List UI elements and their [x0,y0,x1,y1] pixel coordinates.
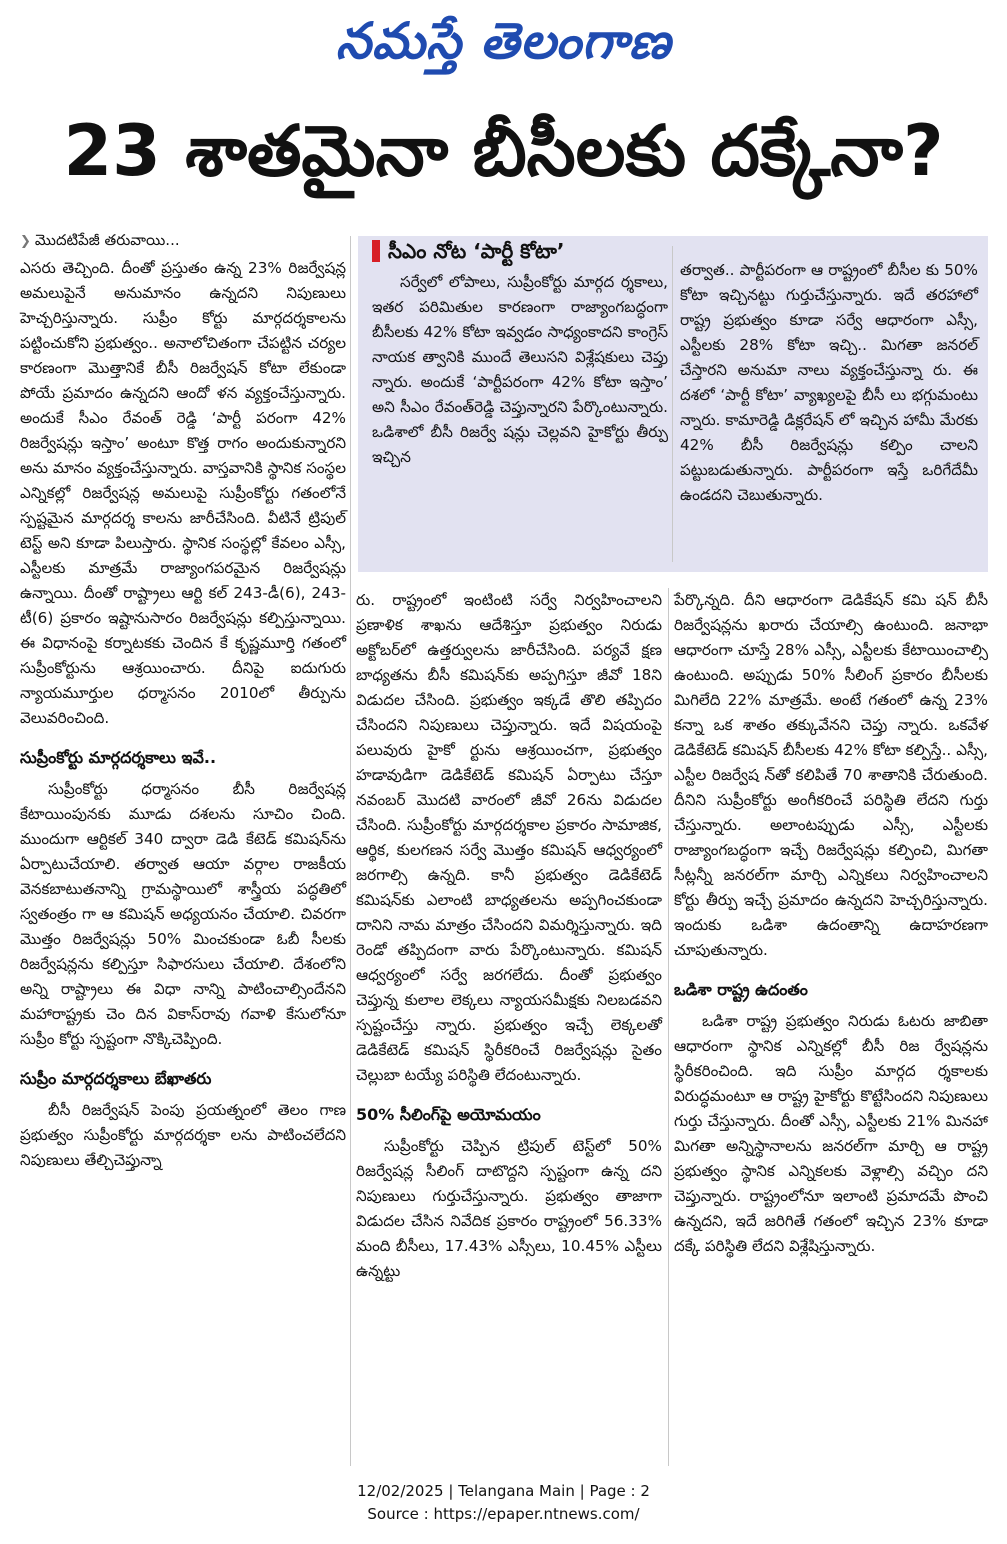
article-column-2 [356,588,662,1284]
paragraph: ఎసరు తెచ్చింది. దీంతో ప్రస్తుతం ఉన్న 23% రిజర్వేషన్ల అమలుపైనే అనుమానం ఉన్నదని నిపుణులు హెచ్చరిస్తున్నారు. సుప్రీం కోర్టు మార్గదర్శకాలను పట్టించుకోని ప్రభుత్వం.. అనాలోచితంగా చేపట్టిన చర్యల కారణంగా మొత్తానికే బీసీ రిజర్వేషన్ కోటా లేకుండా పోయే ప్రమాదం ఉన్నదని ఆందో ళన వ్యక్తంచేస్తున్నారు. అందుకే సీఎం రేవంత్ రెడ్డి ‘పార్టీ పరంగా 42% రిజర్వేషన్లు ఇస్తాం’ అంటూ కొత్త రాగం అందుకున్నారని అను మానం వ్యక్తంచేస్తున్నారు. వాస్తవానికి స్థానిక సంస్థల ఎన్నికల్లో రిజర్వేషన్ల అమలుపై సుప్రీంకోర్టు గతంలోనే స్పష్టమైన మార్గదర్శ కాలను జారీచేసింది. వీటినే ట్రిపుల్ టెస్ట్ అని కూడా పిలుస్తారు. స్థానిక సంస్థల్లో కేవలం ఎస్సీ, ఎస్టీలకు మాత్రమే రాజ్యాంగపరమైన రిజర్వేషన్లు ఉన్నాయి. దీంతో రాష్ట్రాలు ఆర్టి కల్ 243-డీ(6), 243-టీ(6) ప్రకారం ఇష్టానుసారం రిజర్వేషన్లు కల్పిస్తున్నాయి. ఈ విధానంపై కర్నాటకకు చెందిన కే కృష్ణమూర్తి గతంలో సుప్రీంకోర్టును ఆశ్రయించారు. దీనిపై ఐదుగురు న్యాయమూర్తుల ధర్మాసనం 2010లో తీర్పును వెలువరించింది. [20,259,346,727]
footer-source-line: Source : https://epaper.ntnews.com/ [367,1505,640,1523]
sidebar-box [358,236,988,572]
subheading: సుప్రీం మార్గదర్శకాలు బేఖాతరు [20,1069,212,1088]
continuation-kicker [20,228,346,254]
box-right-column [680,258,978,508]
masthead-logo: నమస్తే తెలంగాణ [335,12,672,70]
box-divider [672,246,673,562]
paragraph: తర్వాత.. పార్టీపరంగా ఆ రాష్ట్రంలో బీసీల కు 50% కోటా ఇచ్చినట్టు గుర్తుచేస్తున్నారు. ఇదే తరహాలో రాష్ట్ర ప్రభుత్వం కూడా సర్వే ఆధారంగా ఎస్సీ, ఎస్టీలకు 28% కోటా ఇచ్చి.. మిగతా జనరల్ చేస్తారని అనుమా నాలు వ్యక్తంచేస్తున్నా రు. ఈ దశలో ‘పార్టీ కోటా’ వ్యాఖ్యలపై బీసీ లు భగ్గుమంటు న్నారు. కామారెడ్డి డిక్లరేషన్ లో ఇచ్చిన హామీ మేరకు 42% బీసీ రిజర్వేషన్లు కల్పిం చాలని పట్టుబడుతున్నారు. పార్టీపరంగా ఇస్తే ఒరిగేదేమీ ఉండదని చెబుతున్నారు. [680,261,978,504]
subheading: ఒడిశా రాష్ట్ర ఉదంతం [674,980,808,999]
footer-date-line: 12/02/2025 | Telangana Main | Page : 2 [357,1482,650,1500]
title-bar-marker [372,240,380,262]
column-divider [668,588,669,1466]
article-column-3 [674,588,988,1259]
headline: 23 శాతమైనా బీసీలకు దక్కేనా? [63,110,944,192]
chevron-right-icon: ❯ [20,234,31,249]
paragraph: రు. రాష్ట్రంలో ఇంటింటి సర్వే నిర్వహించాలని ప్రణాళిక శాఖను ఆదేశిస్తూ ప్రభుత్వం నిరుడు అక్టోబర్‌లో ఉత్తర్వులను జారీచేసింది. పర్యవే క్షణ బాధ్యతను బీసీ కమిషన్‌కు అప్పగిస్తూ జీవో 18ని విడుదల చేసింది. ప్రభుత్వం ఇక్కడే తొలి తప్పిదం చేసిందని నిపుణులు చెప్తున్నారు. ఇదే విషయంపై పలువురు హైకో ర్టును ఆశ్రయించగా, ప్రభుత్వం హడావుడిగా డెడికేటెడ్ కమిషన్ ఏర్పాటు చేస్తూ నవంబర్ మొదటి వారంలో జీవో 26ను విడుదల చేసింది. సుప్రీంకోర్టు మార్గదర్శకాల ప్రకారం సామాజిక, ఆర్థిక, కులగణన సర్వే మొత్తం కమిషన్ ఆధ్వర్యంలో జరగాల్సి ఉన్నది. కానీ ప్రభుత్వం డెడికేటెడ్ కమిషన్‌కు ఎలాంటి బాధ్యతలను అప్పగించకుండా దానిని నామ మాత్రం చేసిందని విమర్శిస్తున్నారు. ఇది రెండో తప్పిదంగా వారు పేర్కొంటున్నారు. కమిషన్ ఆధ్వర్యంలో సర్వే జరగలేదు. దీంతో ప్రభుత్వం చెప్తున్న కులాల లెక్కలు న్యాయసమీక్షకు నిలబడవని స్పష్టంచేస్తు న్నారు. ప్రభుత్వం ఇచ్చే లెక్కలతో డెడికేటెడ్ కమిషన్ స్థిరీకరించే రిజర్వేషన్లు సైతం చెల్లుబా టయ్యే పరిస్థితి లేదంటున్నారు. [356,591,662,1084]
box-left-column [372,236,668,470]
paragraph: సర్వేలో లోపాలు, సుప్రీంకోర్టు మార్గద ర్శకాలు, ఇతర పరిమితుల కారణంగా రాజ్యాంగబద్ధంగా బీసీలకు 42% కోటా ఇవ్వడం సాధ్యంకాదని కాంగ్రెస్ నాయక త్వానికి ముందే తెలుసని విశ్లేషకులు చెప్తు న్నారు. అందుకే ‘పార్టీపరంగా 42% కోటా ఇస్తాం’ అని సీఎం రేవంత్‌రెడ్డి చెప్తున్నారని పేర్కొంటున్నారు. ఒడిశాలో బీసీ రిజర్వే షన్లు చెల్లవని హైకోర్టు తీర్పు ఇచ్చిన [372,273,668,466]
masthead [0,6,1007,76]
paragraph: సుప్రీంకోర్టు ధర్మాసనం బీసీ రిజర్వేషన్ల కేటాయింపునకు మూడు దశలను సూచిం చింది. ముందుగా ఆర్టికల్ 340 ద్వారా డెడి కేటెడ్ కమిషన్‌ను ఏర్పాటుచేయాలి. తర్వాత ఆయా వర్గాల రాజకీయ వెనకబాటుతనాన్ని గ్రామస్థాయిలో శాస్త్రీయ పద్ధతిలో స్వతంత్రం గా ఆ కమిషన్ అధ్యయనం చేయాలి. చివరగా మొత్తం రిజర్వేషన్లు 50% మించకుండా ఓబీ సీలకు రిజర్వేషన్లను కల్పిస్తూ సిఫారసులు చేయాలి. దేశంలోని అన్ని రాష్ట్రాలు ఈ విధా నాన్ని పాటించాల్సిందేనని మహారాష్ట్రకు చెం దిన వికాస్‌రావు గవాళి కేసులోనూ సుప్రీం కోర్టు స్పష్టంగా నొక్కిచెప్పింది. [20,780,346,1048]
article-column-1 [20,228,346,1173]
subheading: 50% సీలింగ్‌పై అయోమయం [356,1105,541,1124]
paragraph: బీసీ రిజర్వేషన్ పెంపు ప్రయత్నంలో తెలం గాణ ప్రభుత్వం సుప్రీంకోర్టు మార్గదర్శకా లను పాటించలేదని నిపుణులు తేల్చిచెప్తున్నా [20,1101,346,1169]
paragraph: సుప్రీంకోర్టు చెప్పిన ట్రిపుల్ టెస్ట్‌లో 50% రిజర్వేషన్ల సీలింగ్ దాటొద్దని స్పష్టంగా ఉన్న దని నిపుణులు గుర్తుచేస్తున్నారు. ప్రభుత్వం తాజాగా విడుదల చేసిన నివేదిక ప్రకారం రాష్ట్రంలో 56.33% మంది బీసీలు, 17.43% ఎస్సీలు, 10.45% ఎస్టీలు ఉన్నట్టు [356,1137,662,1280]
subheading: సుప్రీంకోర్టు మార్గదర్శకాలు ఇవే.. [20,748,217,767]
box-title [372,236,668,266]
box-title-text: సీఎం నోట ‘పార్టీ కోటా’ [388,239,565,263]
paragraph: ఒడిశా రాష్ట్ర ప్రభుత్వం నిరుడు ఓటరు జాబితా ఆధారంగా స్థానిక ఎన్నికల్లో బీసీ రిజ ర్వేషన్లను స్థిరీకరించింది. ఇది సుప్రీం మార్గద ర్శకాలకు విరుద్ధమంటూ ఆ రాష్ట్ర హైకోర్టు కొట్టేసిందని నిపుణులు గుర్తు చేస్తున్నారు. దీంతో ఎస్సీ, ఎస్టీలకు 21% మినహా మిగతా అన్నిస్థానాలను జనరల్‌గా మార్చి ఆ రాష్ట్ర ప్రభుత్వం స్థానిక ఎన్నికలకు వెళ్లాల్సి వచ్చిం దని చెప్తున్నారు. రాష్ట్రంలోనూ ఇలాంటి ప్రమాదమే పొంచి ఉన్నదని, ఇదే జరిగితే గతంలో ఇచ్చిన 23% కూడా దక్కే పరిస్థితి లేదని విశ్లేషిస్తున్నారు. [674,1012,988,1255]
kicker-text: మొదటిపేజీ తరువాయి... [34,231,180,249]
column-divider [350,236,351,1466]
paragraph: పేర్కొన్నది. దీని ఆధారంగా డెడికేషన్ కమి షన్ బీసీ రిజర్వేషన్లను ఖరారు చేయాల్సి ఉంటుంది. జనాభా ఆధారంగా చూస్తే 28% ఎస్సీ, ఎస్టీలకు కేటాయించాల్సి ఉంటుంది. అప్పుడు 50% సీలింగ్ ప్రకారం బీసీలకు మిగిలేది 22% మాత్రమే. అంటే గతంలో ఉన్న 23% కన్నా ఒక శాతం తక్కువేనని చెప్తు న్నారు. ఒకవేళ డెడికేటెడ్ కమిషన్ బీసీలకు 42% కోటా కల్పిస్తే.. ఎస్సీ, ఎస్టీల రిజర్వేష న్‌తో కలిపితే 70 శాతానికి చేరుతుంది. దీనిని సుప్రీంకోర్టు అంగీకరించే పరిస్థితి లేదని గుర్తు చేస్తున్నారు. అలాంటప్పుడు ఎస్సీ, ఎస్టీలకు రాజ్యాంగబద్ధంగా ఇచ్చే రిజర్వేషన్లు కల్పించి, మిగతా సీట్లన్నీ జనరల్‌గా మార్చి ఎన్నికలు నిర్వహించాలని కోర్టు తీర్పు ఇచ్చే ప్రమాదం ఉన్నదని హెచ్చరిస్తున్నారు. ఇందుకు ఒడిశా ఉదంతాన్ని ఉదాహరణగా చూపుతున్నారు. [674,591,988,959]
